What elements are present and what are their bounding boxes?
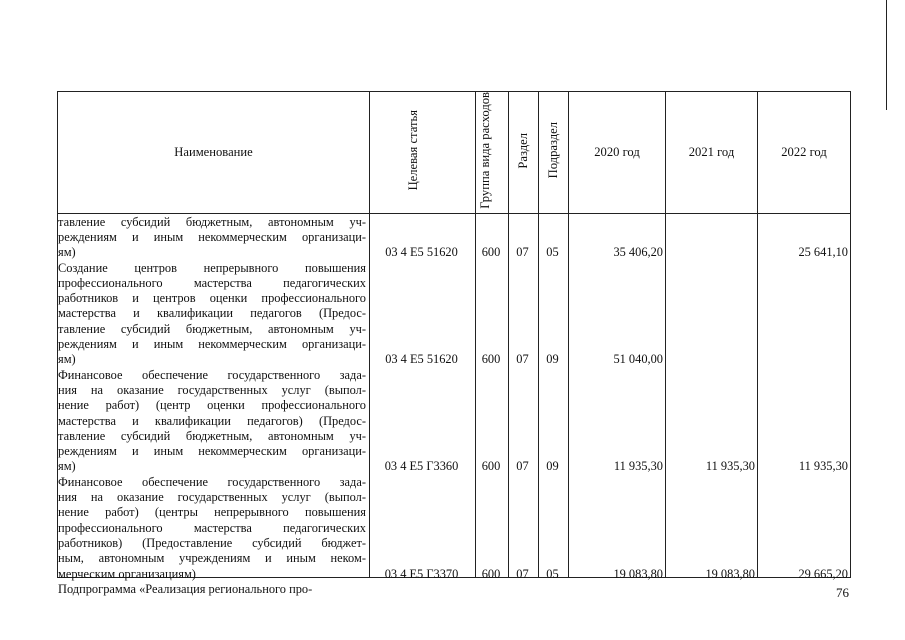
row-name-line: тавление субсидий бюджетным, автономным уч- [58, 321, 366, 336]
cell-y2021: 19 083,80 [705, 566, 755, 581]
row-name-line: реждениям и иным некоммерческим организаци- [58, 229, 366, 244]
header-name: Наименование [58, 92, 370, 214]
cell-target: 03 4 Е5 Г3370 [384, 566, 459, 581]
header-section-cell [509, 92, 539, 214]
y2021-column [666, 213, 758, 581]
cell-y2020: 11 935,30 [613, 459, 663, 474]
header-2021: 2021 год [666, 92, 758, 214]
row-name-line: мерческим организациям) [58, 566, 196, 581]
cell-group: 600 [481, 352, 501, 367]
table-body-row [58, 213, 851, 577]
page-number: 76 [836, 585, 849, 600]
row-name-line: ям) [58, 245, 76, 260]
row-name [58, 368, 366, 475]
row-name-line: тавление субсидий бюджетным, автономным уч- [58, 214, 366, 229]
header-subsection-cell [539, 92, 569, 214]
cell-y2020: 19 083,80 [613, 566, 663, 581]
row-name-line: нение работ) (центр оценки профессионального [58, 398, 366, 413]
header-group-cell [476, 92, 509, 214]
header-2022: 2022 год [758, 92, 851, 214]
cell-subsection: 09 [546, 352, 559, 367]
cell-subsection: 05 [546, 245, 559, 260]
header-group: Группа вида расходов [478, 92, 492, 209]
cell-y2020: 51 040,00 [613, 352, 663, 367]
y2020-column [569, 213, 666, 581]
margin-rule [886, 0, 887, 110]
row-name-line: работников и центров оценки профессионального [58, 291, 366, 306]
cell-subsection: 09 [546, 459, 559, 474]
row-name-line: Подпрограмма «Реализация регионального про- [58, 581, 313, 596]
row-name-line: Финансовое обеспечение государственного зада- [58, 367, 366, 382]
row-name [58, 261, 366, 368]
cell-y2022: 25 641,10 [798, 245, 848, 260]
row-name [58, 475, 366, 582]
row-name-line: реждениям и иным некоммерческим организаци- [58, 337, 366, 352]
cell-y2022: 11 935,30 [798, 459, 848, 474]
row-name-line: мастерства и квалификации педагогов) (Предос- [58, 413, 366, 428]
row-name-line: мастерства и квалификации педагогов (Предос- [58, 306, 366, 321]
table-header-row [58, 92, 851, 214]
row-name-line: профессионального мастерства педагогических [58, 520, 366, 535]
section-column [509, 213, 539, 581]
row-name-line: Финансовое обеспечение государственного зада- [58, 474, 366, 489]
row-name-line: ния на оказание государственных услуг (выпол- [58, 490, 366, 505]
header-target-cell [370, 92, 476, 214]
cell-target: 03 4 Е5 51620 [385, 245, 458, 260]
row-name-line: профессионального мастерства педагогических [58, 275, 366, 290]
cell-group: 600 [481, 566, 501, 581]
header-target: Целевая статья [405, 110, 420, 191]
group-column [476, 213, 509, 581]
row-name-line: тавление субсидий бюджетным, автономным уч- [58, 428, 366, 443]
cell-y2021: 11 935,30 [705, 459, 755, 474]
names-column [58, 213, 370, 596]
cell-target: 03 4 Е5 Г3360 [384, 459, 459, 474]
cell-target: 03 4 Е5 51620 [385, 352, 458, 367]
row-name-line: работников) (Предоставление субсидий бюджет- [58, 535, 366, 550]
cell-group: 600 [481, 459, 501, 474]
row-name-line: ным, автономным учреждениям и иным неком- [58, 551, 366, 566]
header-subsection: Подраздел [545, 122, 560, 179]
y2022-column [758, 213, 851, 581]
row-name-line: нение работ) (центры непрерывного повышения [58, 505, 366, 520]
subsection-column [539, 213, 569, 581]
cell-section: 07 [516, 245, 529, 260]
cell-y2020: 35 406,20 [613, 245, 663, 260]
row-name-line: ям) [58, 459, 76, 474]
row-name [58, 582, 366, 597]
cell-section: 07 [516, 352, 529, 367]
cell-group: 600 [481, 245, 501, 260]
target-column [370, 213, 476, 581]
cell-y2022: 29 665,20 [798, 566, 848, 581]
cell-section: 07 [516, 459, 529, 474]
header-section: Раздел [515, 132, 530, 169]
cell-subsection: 05 [546, 566, 559, 581]
header-2020: 2020 год [569, 92, 666, 214]
row-name-line: ния на оказание государственных услуг (выпол- [58, 382, 366, 397]
row-name [58, 215, 366, 261]
cell-section: 07 [516, 566, 529, 581]
row-name-line: Создание центров непрерывного повышения [58, 260, 366, 275]
row-name-line: реждениям и иным некоммерческим организаци- [58, 444, 366, 459]
row-name-line: ям) [58, 352, 76, 367]
